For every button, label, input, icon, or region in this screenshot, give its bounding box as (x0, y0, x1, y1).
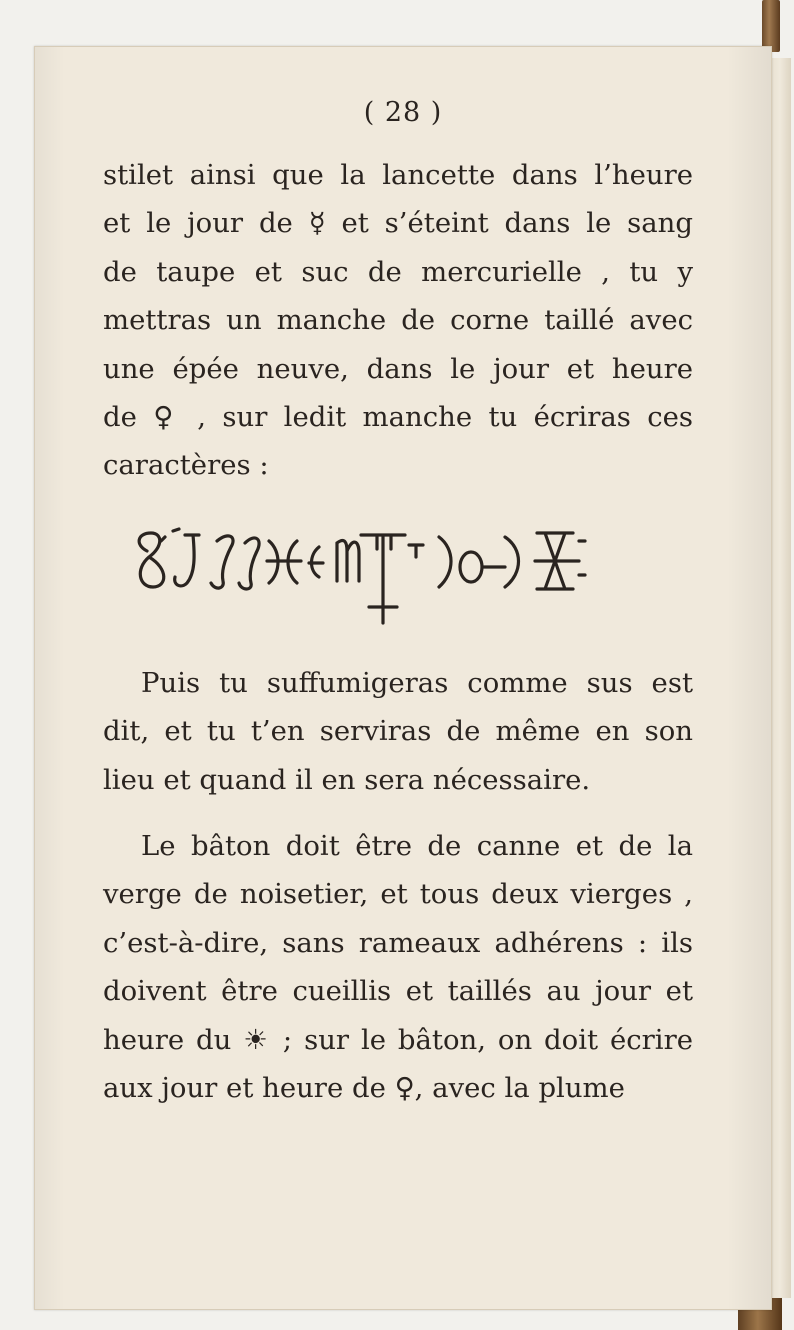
text-line: dit, et tu t’en serviras de même en son (103, 715, 693, 748)
text-line: verge de noisetier, et tous deux vierges , (103, 878, 693, 911)
text-line: de ♀ , sur ledit manche tu écriras ces (103, 401, 693, 434)
page-number: ( 28 ) (363, 97, 443, 128)
text-line: Le bâton doit être de canne et de la (141, 830, 693, 862)
text-line: Puis tu suffumigeras comme sus est (141, 667, 693, 699)
book-spine-top (762, 0, 780, 52)
paragraph-1 (103, 151, 693, 490)
text-line: doivent être cueillis et taillés au jour et (103, 975, 693, 1008)
text-line: une épée neuve, dans le jour et heure (103, 352, 693, 385)
text-line: et le jour de ☿ et s’éteint dans le sang (103, 207, 693, 240)
text-line: aux jour et heure de ♀, avec la plume (103, 1072, 625, 1105)
paragraph-3 (103, 822, 693, 1112)
text-line: lieu et quand il en sera nécessaire. (103, 763, 591, 796)
text-line: stilet ainsi que la lancette dans l’heure (103, 159, 693, 191)
text-line: mettras un manche de corne taillé avec (103, 304, 693, 337)
text-line: caractères : (103, 449, 269, 482)
text-line: de taupe et suc de mercurielle , tu y (103, 255, 693, 288)
text-line: c’est-à-dire, sans rameaux adhérens : ils (103, 926, 693, 959)
book-page (34, 46, 772, 1310)
magical-characters-icon (133, 511, 673, 631)
text-line: heure du ☀ ; sur le bâton, on doit écrire (103, 1023, 693, 1056)
paragraph-2 (103, 659, 693, 804)
